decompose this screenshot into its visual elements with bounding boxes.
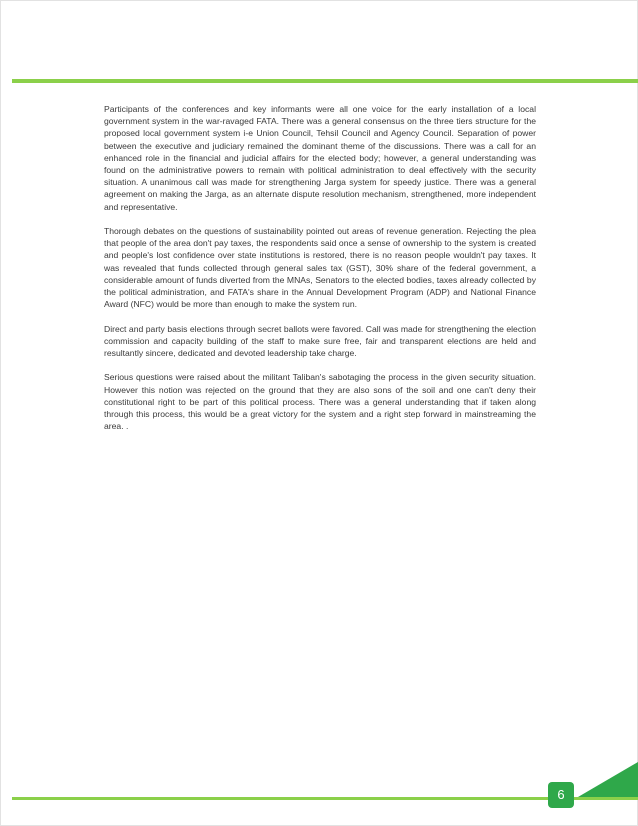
header-rule [12,79,638,83]
footer-rule [12,797,638,800]
paragraph: Direct and party basis elections through secret ballots were favored. Call was made for strengthening the election commission and capacity building of the staff to make sure free, fair and transparent elections are held and resultantly sincere, dedicated and devoted leadership take charge. [104,323,536,359]
paragraph: Thorough debates on the questions of sustainability pointed out areas of revenue generation. Rejecting the plea that people of the area don't pay taxes, the respondents said once a sense of ownership to the system is created and people's lost confidence over state institutions is restored, there is no reason people wouldn't pay taxes. It was revealed that funds collected through general sales tax (GST), 30% share of the federal government, a considerable amount of funds diverted from the MNAs, Senators to the elected bodies, taxes already collected by the political administration, and FATA's share in the Annual Development Program (ADP) and National Finance Award (NFC) would be more than enough to make the system run. [104,226,536,310]
paragraph: Serious questions were raised about the militant Taliban's sabotaging the process in the given security situation. However this notion was rejected on the ground that they are also sons of the soil and one can't deny their constitutional right to be part of this political process. There was a general understanding that if taken along through this process, this would be a great victory for the system and a right step forward in mainstreaming the area. . [104,372,536,432]
paragraph: Participants of the conferences and key informants were all one voice for the early installation of a local government system in the war-ravaged FATA. There was a general consensus on the three tiers structure for the proposed local government system i-e Union Council, Tehsil Council and Agency Council. Separation of power between the executive and judiciary remained the dominant theme of the discussions. There was a call for an enhanced role in the financial and judicial affairs for the elected body; however, a general understanding was found on the administrative powers to remain with political administration to deal effectively with the security situation. A unanimous call was made for strengthening Jarga system for speedy justice. There was a general agreement on making the Jarga, as an alternate dispute resolution mechanism, strengthened, more independent and representative. [104,104,536,212]
document-body [104,103,536,445]
page-number-badge: 6 [548,782,574,808]
